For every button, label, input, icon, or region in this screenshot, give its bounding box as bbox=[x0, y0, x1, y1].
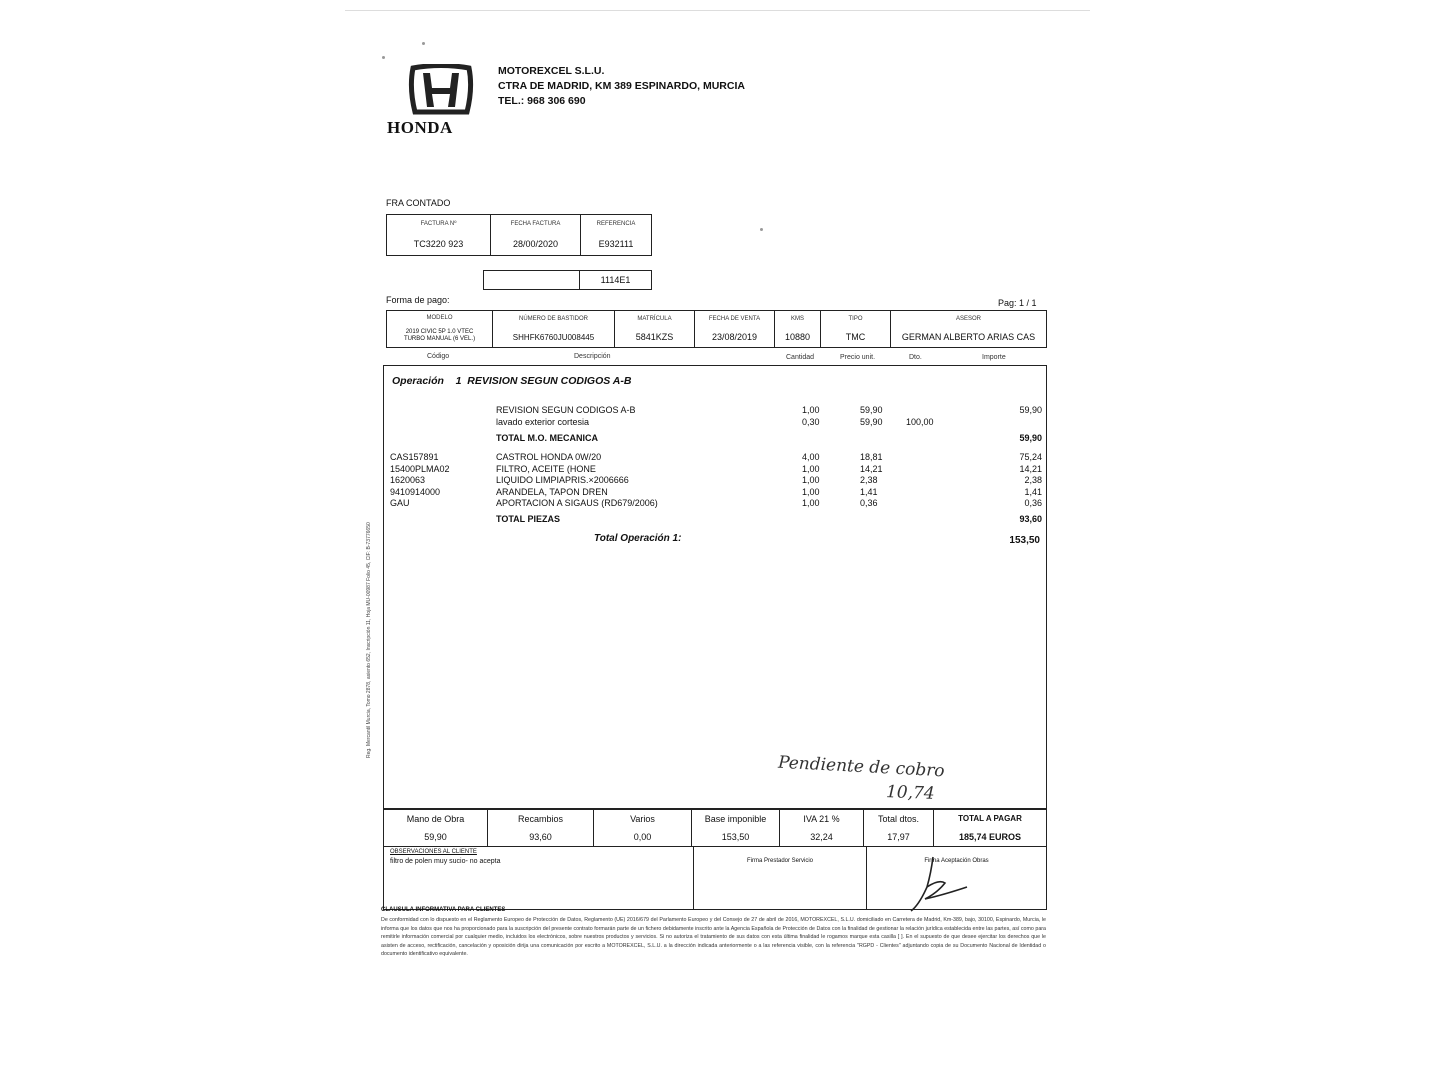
vehicle-kms-cell bbox=[775, 311, 821, 347]
line-amount: 0,36 bbox=[1024, 498, 1042, 508]
summary-to-pay-cell bbox=[934, 810, 1046, 846]
line-price: 2,38 bbox=[860, 475, 878, 485]
line-price: 0,36 bbox=[860, 498, 878, 508]
line-price: 59,90 bbox=[860, 405, 883, 415]
table-row bbox=[390, 452, 1042, 464]
brand-name: HONDA bbox=[387, 118, 453, 137]
summary-labour-cell bbox=[384, 810, 488, 846]
invoice-date-label: FECHA FACTURA bbox=[510, 221, 561, 227]
vehicle-label-sale-date: FECHA DE VENTA bbox=[708, 316, 761, 322]
summary-to-pay-label: TOTAL A PAGAR bbox=[958, 814, 1022, 824]
col-unit-price: Precio unit. bbox=[840, 354, 876, 361]
labour-total-label: TOTAL M.O. MECANICA bbox=[496, 433, 598, 443]
order-blank bbox=[484, 271, 580, 289]
scan-speck bbox=[760, 228, 763, 231]
invoice-reference: E932111 bbox=[598, 239, 634, 249]
vehicle-model-line1: 2019 CIVIC 5P 1.0 VTEC bbox=[405, 329, 474, 335]
line-code: 15400PLMA02 bbox=[390, 463, 450, 474]
line-desc: APORTACION A SIGAUS (RD679/2006) bbox=[496, 498, 658, 508]
line-price: 18,81 bbox=[860, 452, 883, 462]
vehicle-model-line2: TURBO MANUAL (6 VEL.) bbox=[403, 336, 476, 342]
registry-side-text: Reg. Mercantil Murcia, Tomo 2878, asiento 652, Inscripción 11, Hoja MU-00987 Folio 45, CIF: B-73776650 bbox=[366, 522, 372, 758]
vehicle-label-vin: NÚMERO DE BASTIDOR bbox=[518, 316, 588, 323]
invoice-reference-cell bbox=[581, 215, 651, 255]
scan-top-edge bbox=[345, 10, 1090, 11]
operation-title: REVISION SEGUN CODIGOS A-B bbox=[467, 375, 632, 387]
invoice-number: TC3220 923 bbox=[413, 239, 464, 249]
vehicle-plate: 5841KZS bbox=[635, 332, 674, 342]
remarks-label: OBSERVACIONES AL CLIENTE bbox=[390, 849, 477, 855]
line-amount: 59,90 bbox=[1019, 405, 1042, 415]
table-row bbox=[390, 417, 1042, 429]
summary-base-label: Base imponible bbox=[704, 814, 767, 824]
labour-total-amount: 59,90 bbox=[1019, 433, 1042, 443]
legal-text: De conformidad con lo dispuesto en el Reglamento Europeo de Protección de Datos, Reglamento (UE) 2016/679 del Parlamento Europeo y del Consejo de 27 de abril de 2016, MOTOREXCEL, S.L.U. domiciliado en Carretera de Madrid, Km-389, bajo, 30100, Espinardo, Murcia, le informa que los datos que nos ha proporcionado para la suscripción del presente contrato formarán parte de un fichero debidamente inscrito ante la Agencia Española de Protección de Datos con la finalidad de gestionar la relación jurídica establecida entre las partes, así como para remitirle información comercial por cualquier medio, incluidos los electrónicos, sobre nuestros productos y servicios. Si no autoriza el tratamiento de sus datos con esta última finalidad le rogamos marque esta casilla [ ]. En el supuesto de que desee ejercitar los derechos que le asisten de acceso, rectificación, cancelación y oposición dirija una comunicación por escrito a MOTOREXCEL, S.L.U. a la dirección indicada anteriormente o a las referencia visible, con la referencia "RGPD - Clientes" adjuntando copia de su Documento Nacional de Identidad o documento identificativo equivalente. bbox=[381, 917, 1046, 957]
vehicle-label-advisor: ASESOR bbox=[955, 316, 981, 322]
vehicle-model-cell bbox=[387, 311, 493, 347]
line-qty: 1,00 bbox=[802, 475, 820, 485]
labour-total-row bbox=[390, 429, 1042, 449]
vehicle-model bbox=[404, 329, 475, 343]
summary-misc: 0,00 bbox=[633, 832, 652, 842]
service-signature-cell bbox=[694, 847, 867, 909]
line-desc: ARANDELA, TAPON DREN bbox=[496, 486, 608, 497]
client-signature-cell bbox=[867, 847, 1046, 909]
summary-table bbox=[383, 809, 1047, 847]
line-price: 1,41 bbox=[860, 486, 878, 497]
operation-number: 1 bbox=[455, 375, 462, 387]
line-desc: lavado exterior cortesia bbox=[496, 417, 590, 427]
company-phone: TEL.: 968 306 690 bbox=[498, 95, 586, 107]
table-row bbox=[390, 487, 1042, 499]
company-address: CTRA DE MADRID, KM 389 ESPINARDO, MURCIA bbox=[498, 80, 745, 92]
remarks-cell bbox=[384, 847, 694, 909]
summary-labour: 59,90 bbox=[424, 832, 447, 842]
line-amount: 14,21 bbox=[1019, 463, 1042, 474]
summary-vat-label: IVA 21 % bbox=[803, 814, 840, 824]
summary-total-doc-cell bbox=[864, 810, 934, 846]
invoice-type: FRA CONTADO bbox=[386, 198, 451, 208]
invoice-date-cell bbox=[491, 215, 581, 255]
line-code: 9410914000 bbox=[390, 486, 441, 497]
client-signature-label: Firma Aceptación Obras bbox=[924, 858, 989, 864]
order-box bbox=[483, 270, 652, 290]
vehicle-type: TMC bbox=[845, 332, 866, 342]
invoice-id-box bbox=[386, 214, 652, 256]
signature-scribble-icon bbox=[897, 853, 977, 915]
invoice-number-label: FACTURA Nº bbox=[420, 221, 457, 227]
operation-total-amount: 153,50 bbox=[1009, 535, 1040, 546]
summary-to-pay: 185,74 EUROS bbox=[958, 831, 1022, 842]
line-amount: 75,24 bbox=[1019, 452, 1042, 462]
line-code: 1620063 bbox=[390, 475, 426, 485]
vehicle-type-cell bbox=[821, 311, 891, 347]
parts-total-row bbox=[390, 510, 1042, 530]
operation-total-label: Total Operación 1: bbox=[594, 533, 682, 544]
line-qty: 1,00 bbox=[802, 498, 820, 508]
table-row bbox=[390, 498, 1042, 510]
invoice-number-cell bbox=[387, 215, 491, 255]
parts-total-amount: 93,60 bbox=[1019, 513, 1042, 524]
summary-misc-label: Varios bbox=[630, 814, 655, 824]
summary-parts-cell bbox=[488, 810, 594, 846]
summary-labour-label: Mano de Obra bbox=[406, 814, 465, 824]
line-qty: 1,00 bbox=[802, 405, 820, 415]
parts-total-label: TOTAL PIEZAS bbox=[496, 513, 561, 524]
line-qty: 1,00 bbox=[802, 463, 820, 474]
company-header bbox=[498, 64, 745, 109]
scan-speck bbox=[382, 56, 385, 59]
summary-total-doc: 17,97 bbox=[887, 832, 910, 842]
line-code: CAS157891 bbox=[390, 452, 439, 462]
vehicle-vin: SHHFK6760JU008445 bbox=[512, 332, 595, 342]
parts-lines bbox=[390, 452, 1042, 530]
line-qty: 0,30 bbox=[802, 417, 820, 427]
vehicle-advisor: GERMAN ALBERTO ARIAS CAS bbox=[901, 332, 1036, 342]
company-name: MOTOREXCEL S.L.U. bbox=[498, 65, 605, 77]
line-amount: 2,38 bbox=[1024, 475, 1042, 485]
col-amount: Importe bbox=[982, 354, 1006, 361]
summary-base: 153,50 bbox=[721, 832, 750, 842]
vehicle-label-type: TIPO bbox=[848, 316, 863, 322]
col-description: Descripción bbox=[574, 353, 611, 360]
service-signature-label: Firma Prestador Servicio bbox=[746, 858, 814, 864]
col-discount: Dto. bbox=[909, 354, 922, 361]
vehicle-kms: 10880 bbox=[784, 332, 811, 342]
line-desc: LIQUIDO LIMPIAPRIS.×2006666 bbox=[496, 475, 629, 485]
vehicle-info-table bbox=[386, 310, 1047, 348]
summary-parts-label: Recambios bbox=[517, 814, 564, 824]
table-row bbox=[390, 464, 1042, 476]
line-desc: FILTRO, ACEITE (HONE bbox=[496, 463, 596, 474]
vehicle-plate-cell bbox=[615, 311, 695, 347]
invoice-reference-label: REFERENCIA bbox=[596, 221, 636, 227]
invoice-date: 28/00/2020 bbox=[512, 239, 559, 249]
remarks-text: filtro de polen muy sucio- no acepta bbox=[390, 858, 501, 865]
line-desc: CASTROL HONDA 0W/20 bbox=[496, 452, 602, 462]
table-row bbox=[390, 475, 1042, 487]
legal-title: CLAUSULA INFORMATIVA PARA CLIENTES bbox=[381, 907, 506, 913]
payment-label: Forma de pago: bbox=[386, 295, 450, 305]
vehicle-vin-cell bbox=[493, 311, 615, 347]
line-amount: 1,41 bbox=[1024, 486, 1042, 497]
line-price: 14,21 bbox=[860, 463, 883, 474]
handwritten-note-line1: Pendiente de cobro bbox=[777, 752, 946, 782]
line-qty: 1,00 bbox=[802, 486, 820, 497]
operation-header bbox=[392, 375, 631, 387]
order-number: 1114E1 bbox=[600, 275, 631, 285]
vehicle-label-kms: KMS bbox=[790, 316, 804, 322]
vehicle-sale-date: 23/08/2019 bbox=[711, 332, 758, 342]
labour-lines bbox=[390, 405, 1042, 449]
summary-base-cell bbox=[692, 810, 780, 846]
line-code: GAU bbox=[390, 498, 410, 508]
vehicle-label-plate: MATRÍCULA bbox=[637, 316, 672, 322]
summary-total-doc-label: Total dtos. bbox=[877, 814, 920, 824]
summary-misc-cell bbox=[594, 810, 692, 846]
col-quantity: Cantidad bbox=[786, 354, 815, 361]
scan-speck bbox=[422, 42, 425, 45]
table-row bbox=[390, 405, 1042, 417]
vehicle-label-model: MODELO bbox=[426, 315, 453, 321]
summary-vat-cell bbox=[780, 810, 864, 846]
line-discount: 100,00 bbox=[906, 417, 934, 427]
line-qty: 4,00 bbox=[802, 452, 820, 462]
line-desc: REVISION SEGUN CODIGOS A-B bbox=[496, 405, 636, 415]
line-price: 59,90 bbox=[860, 417, 883, 427]
vehicle-advisor-cell bbox=[891, 311, 1046, 347]
summary-parts: 93,60 bbox=[529, 832, 552, 842]
remarks-signature-box bbox=[383, 846, 1047, 910]
col-code: Código bbox=[427, 353, 450, 360]
handwritten-note-line2: 10,74 bbox=[885, 782, 936, 804]
operation-label: Operación bbox=[392, 375, 444, 387]
vehicle-sale-date-cell bbox=[695, 311, 775, 347]
summary-vat: 32,24 bbox=[810, 832, 833, 842]
page-number: Pag: 1 / 1 bbox=[998, 298, 1037, 308]
